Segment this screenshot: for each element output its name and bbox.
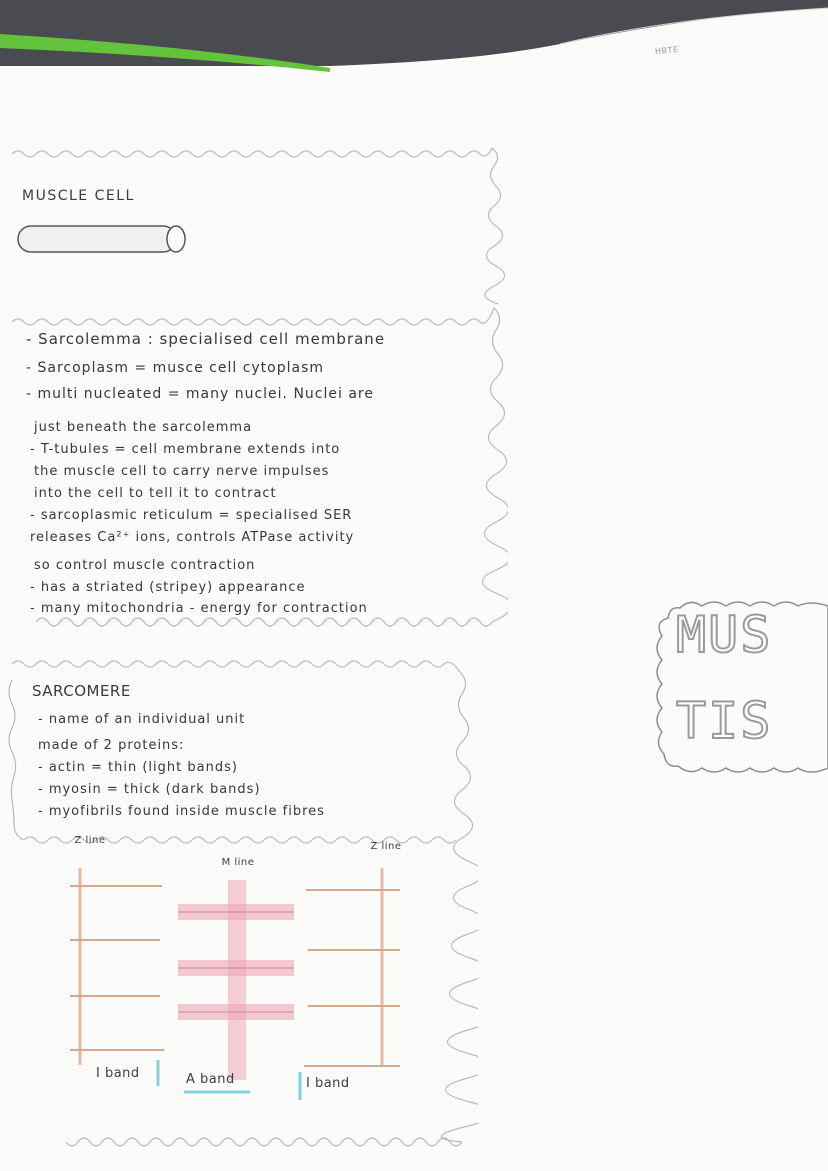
- note-line: - many mitochondria - energy for contraction: [30, 601, 368, 616]
- side-title-line2: TIS: [676, 692, 773, 750]
- sarcomere-note: - actin = thin (light bands): [38, 760, 238, 775]
- m-line: [228, 880, 246, 1080]
- sarcomere-heading: SARCOMERE: [32, 682, 131, 700]
- muscle-fibre-icon: [14, 220, 194, 260]
- note-line: - has a striated (stripey) appearance: [30, 580, 306, 595]
- note-line: releases Ca²⁺ ions, controls ATPase activity: [30, 530, 355, 545]
- a-band-label: A band: [186, 1072, 235, 1087]
- note-line: - multi nucleated = many nuclei. Nuclei are: [26, 386, 374, 402]
- note-line: so control muscle contraction: [34, 558, 256, 573]
- note-line: - Sarcoplasm = musce cell cytoplasm: [26, 360, 325, 376]
- side-title-line1: MUS: [676, 606, 773, 664]
- z-line-right-label: Z line: [370, 841, 402, 852]
- note-line: into the cell to tell it to contract: [34, 486, 277, 501]
- sarcomere-note: - myofibrils found inside muscle fibres: [38, 804, 325, 819]
- sarcomere-note: - myosin = thick (dark bands): [38, 782, 261, 797]
- sarcomere-note: - name of an individual unit: [38, 712, 246, 727]
- i-band-left-label: I band: [96, 1066, 140, 1081]
- note-line: - T-tubules = cell membrane extends into: [30, 442, 341, 457]
- note-line: just beneath the sarcolemma: [34, 420, 253, 435]
- i-band-right-label: I band: [306, 1076, 350, 1091]
- z-line-left-label: Z line: [74, 835, 106, 846]
- sarcomere-diagram: [60, 857, 420, 1100]
- sarcomere-note: made of 2 proteins:: [38, 738, 185, 753]
- page-header-stripe: [0, 0, 828, 78]
- note-line: the muscle cell to carry nerve impulses: [34, 464, 330, 479]
- note-line: - sarcoplasmic reticulum = specialised SER: [30, 508, 353, 523]
- m-line-label: M line: [221, 857, 255, 868]
- note-line: - Sarcolemma : specialised cell membrane: [26, 330, 386, 348]
- muscle-cell-heading: MUSCLE CELL: [22, 188, 135, 204]
- corner-mark: HBTE: [654, 44, 679, 57]
